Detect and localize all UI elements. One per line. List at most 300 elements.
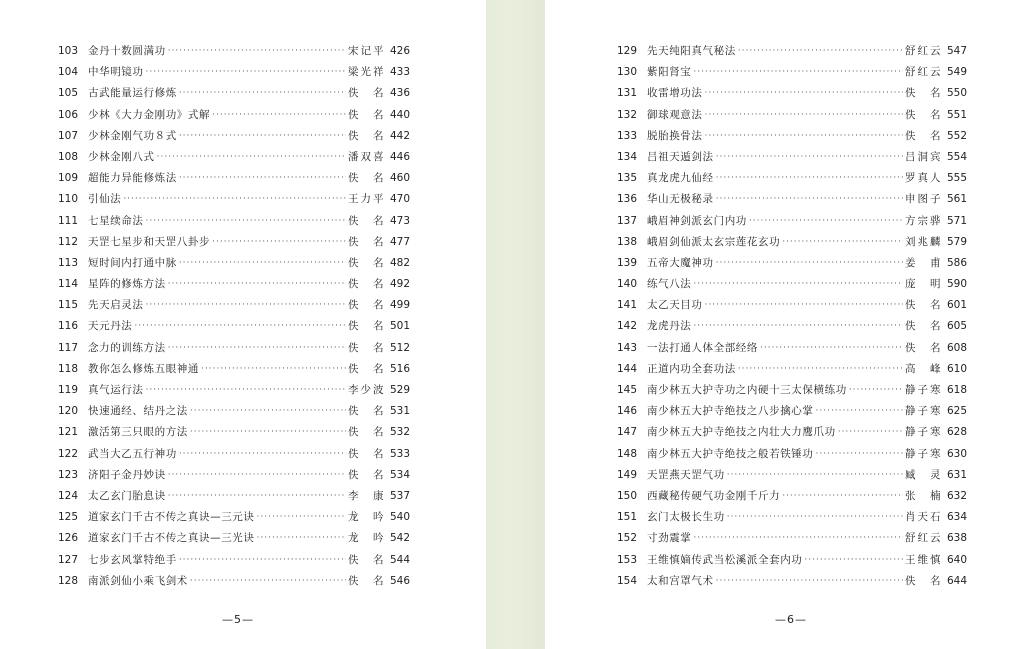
- leader-dots: [727, 507, 903, 528]
- leader-dots: [168, 41, 346, 62]
- entry-page: 534: [389, 468, 410, 481]
- toc-entry: [58, 295, 410, 316]
- entry-author: 舒红云: [905, 45, 941, 57]
- entry-author: 李 康: [348, 489, 384, 502]
- entry-author: 佚 名: [905, 108, 941, 121]
- entry-number: 122: [58, 447, 79, 460]
- entry-page: 477: [389, 235, 410, 248]
- entry-title: 脱胎换骨法: [647, 129, 703, 142]
- leader-dots: [123, 189, 346, 210]
- toc-entry: [617, 486, 967, 507]
- entry-page: 537: [389, 489, 410, 502]
- entry-number: 109: [58, 172, 79, 185]
- entry-page: 544: [389, 553, 410, 566]
- entry-number: 125: [58, 511, 79, 524]
- entry-page: 625: [946, 405, 967, 418]
- entry-author: 静子寒: [905, 405, 941, 418]
- leader-dots: [190, 571, 346, 592]
- entry-number: 132: [617, 108, 638, 121]
- entry-number: 113: [58, 256, 79, 269]
- leader-dots: [705, 83, 904, 104]
- entry-number: 130: [617, 66, 638, 79]
- entry-title: 南派剑仙小乘飞剑术: [88, 574, 188, 587]
- entry-title: 华山无极秘录: [647, 193, 714, 206]
- leader-dots: [727, 465, 903, 486]
- entry-title: 先天纯阳真气秘法: [647, 45, 736, 57]
- entry-number: 105: [58, 87, 79, 100]
- leader-dots: [201, 359, 346, 380]
- leader-dots: [168, 465, 346, 486]
- leader-dots: [705, 295, 904, 316]
- entry-number: 136: [617, 193, 638, 206]
- toc-entry: [617, 211, 967, 232]
- entry-author: 佚 名: [905, 320, 941, 333]
- entry-number: 153: [617, 553, 638, 566]
- entry-title: 紫阳肾宝: [647, 66, 692, 79]
- leader-dots: [804, 550, 903, 571]
- entry-author: 佚 名: [348, 278, 384, 291]
- entry-title: 超能力异能修炼法: [88, 172, 177, 185]
- entry-author: 张 楠: [905, 489, 941, 502]
- entry-page: 516: [389, 362, 410, 375]
- entry-page: 631: [946, 468, 967, 481]
- leader-dots: [179, 168, 346, 189]
- entry-number: 149: [617, 468, 638, 481]
- entry-author: 佚 名: [348, 341, 384, 354]
- entry-title: 少林金刚八式: [88, 150, 155, 163]
- entry-page: 590: [946, 278, 967, 291]
- leader-dots: [179, 444, 346, 465]
- entry-number: 117: [58, 341, 79, 354]
- toc-entry: [58, 486, 410, 507]
- entry-author: 宋记平: [348, 45, 384, 57]
- toc-entry: [617, 253, 967, 274]
- leader-dots: [212, 232, 346, 253]
- entry-title: 念力的训练方法: [88, 341, 166, 354]
- toc-entry: [617, 126, 967, 147]
- entry-author: 佚 名: [348, 405, 384, 418]
- entry-number: 148: [617, 447, 638, 460]
- entry-page: 628: [946, 426, 967, 439]
- entry-number: 111: [58, 214, 79, 227]
- entry-number: 134: [617, 150, 638, 163]
- entry-number: 114: [58, 278, 79, 291]
- entry-title: 寸劲震掌: [647, 532, 692, 545]
- entry-page: 436: [389, 87, 410, 100]
- entry-author: 佚 名: [348, 87, 384, 100]
- toc-entry: [58, 571, 410, 592]
- entry-author: 静子寒: [905, 447, 941, 460]
- toc-entry: [58, 253, 410, 274]
- entry-page: 634: [946, 511, 967, 524]
- entry-title: 太乙天目功: [647, 299, 703, 312]
- leader-dots: [179, 83, 346, 104]
- entry-title: 道家玄门千古不传之真诀—三元诀: [88, 511, 255, 524]
- leader-dots: [693, 274, 903, 295]
- toc-entry: [58, 126, 410, 147]
- entry-number: 152: [617, 532, 638, 545]
- entry-title: 太和宫罩气术: [647, 574, 714, 587]
- entry-page: 561: [946, 193, 967, 206]
- entry-page: 618: [946, 384, 967, 396]
- entry-author: 佚 名: [348, 214, 384, 227]
- entry-number: 144: [617, 362, 638, 375]
- entry-author: 佚 名: [348, 256, 384, 269]
- toc-entry: [58, 211, 410, 232]
- toc-entry: [58, 422, 410, 443]
- toc-entry: [58, 465, 410, 486]
- leader-dots: [716, 147, 903, 168]
- entry-page: 482: [389, 256, 410, 269]
- entry-page: 549: [946, 66, 967, 79]
- entry-author: 佚 名: [348, 235, 384, 248]
- entry-author: 潘双喜: [348, 150, 384, 163]
- entry-number: 143: [617, 341, 638, 354]
- leader-dots: [179, 253, 346, 274]
- leader-dots: [168, 338, 346, 359]
- toc-entry: [58, 550, 410, 571]
- entry-page: 433: [389, 66, 410, 79]
- entry-author: 佚 名: [348, 468, 384, 481]
- entry-title: 峨眉神剑派玄门内功: [647, 214, 747, 227]
- entry-page: 555: [946, 172, 967, 185]
- entry-page: 442: [389, 129, 410, 142]
- entry-author: 舒红云: [905, 66, 941, 79]
- entry-title: 峨眉剑仙派太玄宗莲花玄功: [647, 235, 781, 248]
- toc-entry: [58, 41, 410, 62]
- entry-title: 教你怎么修炼五眼神通: [88, 362, 199, 375]
- entry-page: 571: [946, 214, 967, 227]
- entry-author: 舒红云: [905, 532, 941, 545]
- entry-title: 星阵的修炼方法: [88, 278, 166, 291]
- entry-author: 静子寒: [905, 426, 941, 439]
- entry-title: 天罡燕天罡气功: [647, 468, 725, 481]
- entry-title: 南少林五大护寺绝技之八步擒心掌: [647, 405, 814, 418]
- entry-page: 630: [946, 447, 967, 460]
- entry-page: 608: [946, 341, 967, 354]
- right-page: [545, 0, 1024, 649]
- entry-page: 579: [946, 235, 967, 248]
- leader-dots: [705, 126, 904, 147]
- page-number-right: —6—: [775, 613, 807, 626]
- toc-entry: [58, 380, 410, 401]
- entry-author: 龙 吟: [348, 511, 384, 524]
- toc-entry: [617, 422, 967, 443]
- entry-number: 118: [58, 362, 79, 375]
- entry-page: 638: [946, 532, 967, 545]
- entry-number: 129: [617, 45, 638, 57]
- toc-entry: [617, 83, 967, 104]
- toc-list-right: [617, 41, 967, 592]
- toc-entry: [58, 338, 410, 359]
- toc-entry: [58, 83, 410, 104]
- leader-dots: [190, 422, 346, 443]
- entry-author: 佚 名: [348, 447, 384, 460]
- leader-dots: [146, 295, 347, 316]
- entry-author: 罗真人: [905, 172, 941, 185]
- toc-entry: [617, 507, 967, 528]
- leader-dots: [693, 528, 903, 549]
- entry-number: 126: [58, 532, 79, 545]
- entry-page: 473: [389, 214, 410, 227]
- entry-title: 吕祖天遁剑法: [647, 150, 714, 163]
- entry-title: 南少林五大护寺功之内硬十三太保横练功: [647, 384, 847, 396]
- entry-page: 551: [946, 108, 967, 121]
- toc-entry: [58, 359, 410, 380]
- entry-author: 佚 名: [905, 574, 941, 587]
- entry-page: 533: [389, 447, 410, 460]
- entry-page: 501: [389, 320, 410, 333]
- entry-number: 142: [617, 320, 638, 333]
- entry-page: 601: [946, 299, 967, 312]
- entry-author: 佚 名: [348, 108, 384, 121]
- entry-author: 佚 名: [905, 87, 941, 100]
- entry-author: 庞 明: [905, 278, 941, 291]
- entry-page: 531: [389, 405, 410, 418]
- entry-author: 王力平: [348, 193, 384, 206]
- entry-number: 147: [617, 426, 638, 439]
- entry-number: 154: [617, 574, 638, 587]
- entry-number: 123: [58, 468, 79, 481]
- entry-number: 131: [617, 87, 638, 100]
- entry-title: 七星续命法: [88, 214, 144, 227]
- entry-author: 佚 名: [348, 320, 384, 333]
- leader-dots: [146, 211, 347, 232]
- leader-dots: [212, 105, 346, 126]
- entry-number: 146: [617, 405, 638, 418]
- toc-entry: [617, 401, 967, 422]
- entry-author: 姜 甫: [905, 256, 941, 269]
- entry-page: 542: [389, 532, 410, 545]
- entry-author: 吕洞宾: [905, 150, 941, 163]
- entry-title: 龙虎丹法: [647, 320, 692, 333]
- toc-entry: [617, 295, 967, 316]
- entry-page: 610: [946, 362, 967, 375]
- entry-page: 550: [946, 87, 967, 100]
- toc-entry: [58, 232, 410, 253]
- entry-title: 先天启灵法: [88, 299, 144, 312]
- entry-title: 御球观意法: [647, 108, 703, 121]
- entry-number: 104: [58, 66, 79, 79]
- entry-author: 佚 名: [348, 574, 384, 587]
- entry-title: 少林《大力金刚功》式解: [88, 108, 211, 121]
- leader-dots: [168, 486, 346, 507]
- toc-entry: [617, 528, 967, 549]
- toc-entry: [58, 168, 410, 189]
- entry-page: 554: [946, 150, 967, 163]
- entry-title: 济阳子金丹妙诀: [88, 468, 166, 481]
- leader-dots: [849, 380, 903, 401]
- entry-title: 一法打通人体全部经络: [647, 341, 758, 354]
- entry-author: 佚 名: [348, 362, 384, 375]
- entry-author: 臧 灵: [905, 468, 941, 481]
- entry-page: 499: [389, 299, 410, 312]
- leader-dots: [179, 126, 346, 147]
- entry-title: 练气八法: [647, 278, 692, 291]
- entry-page: 586: [946, 256, 967, 269]
- entry-title: 少林金刚气功８式: [88, 129, 177, 142]
- book-gutter: [486, 0, 545, 649]
- entry-page: 440: [389, 108, 410, 121]
- leader-dots: [749, 211, 903, 232]
- entry-author: 高 峰: [905, 362, 941, 375]
- entry-number: 150: [617, 489, 638, 502]
- entry-page: 640: [946, 553, 967, 566]
- entry-author: 方宗骅: [905, 214, 941, 227]
- entry-title: 中华明镜功: [88, 66, 144, 79]
- toc-entry: [58, 401, 410, 422]
- entry-page: 540: [389, 511, 410, 524]
- toc-entry: [617, 168, 967, 189]
- toc-entry: [617, 189, 967, 210]
- toc-entry: [58, 147, 410, 168]
- entry-number: 141: [617, 299, 638, 312]
- toc-entry: [617, 465, 967, 486]
- entry-page: 644: [946, 574, 967, 587]
- entry-page: 492: [389, 278, 410, 291]
- leader-dots: [782, 232, 903, 253]
- leader-dots: [816, 444, 904, 465]
- entry-title: 古武能量运行修炼: [88, 87, 177, 100]
- entry-title: 道家玄门千古不传之真诀—三光诀: [88, 532, 255, 545]
- leader-dots: [190, 401, 346, 422]
- toc-entry: [617, 105, 967, 126]
- entry-page: 426: [389, 45, 410, 57]
- toc-entry: [58, 274, 410, 295]
- toc-list-left: [58, 41, 410, 592]
- entry-title: 真龙虎九仙经: [647, 172, 714, 185]
- entry-number: 145: [617, 384, 638, 396]
- entry-title: 引仙法: [88, 193, 122, 206]
- toc-entry: [617, 380, 967, 401]
- leader-dots: [716, 189, 903, 210]
- entry-number: 106: [58, 108, 79, 121]
- toc-entry: [58, 528, 410, 549]
- entry-title: 天元丹法: [88, 320, 133, 333]
- entry-number: 103: [58, 45, 79, 57]
- entry-title: 七步玄风掌特绝手: [88, 553, 177, 566]
- entry-author: 静子寒: [905, 384, 941, 396]
- toc-entry: [617, 232, 967, 253]
- entry-title: 金丹十数圆满功: [88, 45, 166, 57]
- entry-page: 605: [946, 320, 967, 333]
- toc-entry: [58, 62, 410, 83]
- entry-number: 115: [58, 299, 79, 312]
- leader-dots: [816, 401, 904, 422]
- entry-number: 140: [617, 278, 638, 291]
- entry-title: 南少林五大护寺绝技之内壮大力鹰爪功: [647, 426, 836, 439]
- toc-entry: [58, 105, 410, 126]
- entry-title: 玄门太极长生功: [647, 511, 725, 524]
- entry-number: 127: [58, 553, 79, 566]
- entry-title: 南少林五大护寺绝技之般若铁锤功: [647, 447, 814, 460]
- entry-title: 快速通经、结丹之法: [88, 405, 188, 418]
- entry-number: 135: [617, 172, 638, 185]
- entry-number: 133: [617, 129, 638, 142]
- entry-page: 460: [389, 172, 410, 185]
- entry-author: 佚 名: [348, 129, 384, 142]
- leader-dots: [146, 62, 347, 83]
- toc-entry: [617, 338, 967, 359]
- entry-author: 肖天石: [905, 511, 941, 524]
- entry-page: 632: [946, 489, 967, 502]
- entry-page: 446: [389, 150, 410, 163]
- entry-number: 116: [58, 320, 79, 333]
- leader-dots: [716, 168, 903, 189]
- leader-dots: [257, 528, 347, 549]
- leader-dots: [157, 147, 346, 168]
- entry-title: 武当大乙五行神功: [88, 447, 177, 460]
- leader-dots: [838, 422, 903, 443]
- entry-number: 119: [58, 384, 79, 396]
- entry-author: 梁光祥: [348, 66, 384, 79]
- toc-entry: [58, 189, 410, 210]
- leader-dots: [716, 571, 903, 592]
- entry-author: 佚 名: [905, 299, 941, 312]
- entry-author: 刘兆麟: [905, 235, 941, 248]
- left-page: [0, 0, 486, 649]
- entry-title: 天罡七星步和天罡八卦步: [88, 235, 211, 248]
- toc-entry: [617, 62, 967, 83]
- entry-author: 龙 吟: [348, 532, 384, 545]
- toc-entry: [617, 41, 967, 62]
- leader-dots: [716, 253, 903, 274]
- leader-dots: [782, 486, 903, 507]
- toc-entry: [58, 316, 410, 337]
- entry-number: 124: [58, 489, 79, 502]
- leader-dots: [705, 105, 904, 126]
- entry-page: 546: [389, 574, 410, 587]
- leader-dots: [179, 550, 346, 571]
- entry-number: 112: [58, 235, 79, 248]
- leader-dots: [134, 316, 346, 337]
- toc-entry: [617, 444, 967, 465]
- leader-dots: [257, 507, 347, 528]
- entry-page: 512: [389, 341, 410, 354]
- entry-author: 李少波: [348, 384, 384, 396]
- entry-number: 107: [58, 129, 79, 142]
- entry-title: 太乙玄门胎息诀: [88, 489, 166, 502]
- entry-page: 547: [946, 45, 967, 57]
- leader-dots: [693, 316, 903, 337]
- entry-page: 470: [389, 193, 410, 206]
- entry-author: 王维慎: [905, 553, 941, 566]
- toc-entry: [58, 444, 410, 465]
- entry-title: 激活第三只眼的方法: [88, 426, 188, 439]
- page-number-left: —5—: [222, 613, 254, 626]
- entry-title: 短时间内打通中脉: [88, 256, 177, 269]
- entry-title: 真气运行法: [88, 384, 144, 396]
- toc-entry: [617, 316, 967, 337]
- leader-dots: [760, 338, 903, 359]
- entry-title: 王维慎嫡传武当松溪派全套内功: [647, 553, 803, 566]
- entry-author: 佚 名: [348, 553, 384, 566]
- entry-number: 151: [617, 511, 638, 524]
- entry-number: 108: [58, 150, 79, 163]
- entry-number: 121: [58, 426, 79, 439]
- entry-title: 正道内功全套功法: [647, 362, 736, 375]
- entry-title: 西藏秘传硬气功金刚千斤力: [647, 489, 781, 502]
- leader-dots: [738, 359, 903, 380]
- entry-page: 552: [946, 129, 967, 142]
- toc-entry: [58, 507, 410, 528]
- toc-entry: [617, 147, 967, 168]
- entry-number: 128: [58, 574, 79, 587]
- leader-dots: [738, 41, 903, 62]
- entry-author: 申图子: [905, 193, 941, 206]
- entry-number: 137: [617, 214, 638, 227]
- entry-number: 139: [617, 256, 638, 269]
